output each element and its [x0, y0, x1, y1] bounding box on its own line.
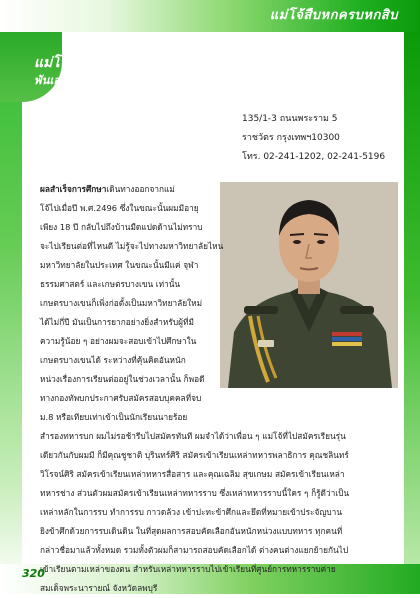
body-line: กล่าวชื่อมาแล้วทั้งหมด รวมทั้งตัวผมก็สามารถสอบคัดเลือกได้ ต่างคนต่างแยกย้ายกันไป — [40, 545, 349, 555]
body-line: หน่วงเรื่องการเรียนต่ออยู่ในช่วงเวลานั้น ก็พอดี — [40, 374, 205, 384]
body-line: ม.8 หรือเทียบเท่าเข้าเป็นนักเรียนนายร้อย — [40, 412, 188, 422]
body-line: เกษตรบางเขนก็เพิ่งก่อตั้งเป็นมหาวิทยาลัยใหม่ — [40, 298, 203, 308]
body-line: เกษตรบางเขนได้ ระหว่างที่คุ้นคิดอันหนัก — [40, 355, 186, 365]
subject-name: พันเอก(พิเศษ) โชติวุฒิ วรรณวรสพากย์ — [34, 73, 228, 87]
body-line: เหล่าหลักในการรบ ทำการรบ กาวดล้วง เข้าปะทะข้าศึกและยึดที่หมายเข้าประจัญบาน — [40, 507, 343, 517]
article-title: แม่โจ้รุ่นที่ 16 — [34, 55, 119, 71]
body-line: ได้ไม่กี่ปี มันเป็นการยากอย่างยิ่งสำหรับผู้ที่มี — [40, 317, 194, 327]
body-line: ธรรมศาสตร์ และเกษตรบางเขน เท่านั้น — [40, 279, 181, 289]
body-line: ความรู้น้อย ๆ อย่างผมจะสอบเข้าไปศึกษาใน — [40, 336, 197, 346]
left-green-band — [0, 32, 22, 564]
body-line: ยิงข้าศึกด้วยการรบเดินดิน ในที่สุดผลการสอบคัดเลือกอันหนักหน่วงแบบทหาร ทุกคนที่ — [40, 526, 343, 536]
address-block — [242, 110, 407, 167]
body-line: วิโรจน์ศิริ สมัครเข้าเรียนเหล่าทหารสื่อสาร และคุณเฉลิม สุขเกษม สมัครเข้าเรียนเหล่า — [40, 469, 345, 479]
section-lead: ผลสำเร็จการศึกษา — [40, 184, 107, 194]
phone-line: โทร. 02-241-1202, 02-241-5196 — [242, 152, 386, 162]
body-line-1 — [40, 180, 402, 199]
body-text: เดินทางออกจากแม่ — [106, 184, 175, 194]
body-line: โจ้ไปเมื่อปี พ.ศ.2496 ซึ่งในขณะนั้นผมมีอายุ — [40, 203, 199, 213]
body-line: จะไปเรียนต่อที่ไหนดี ไม่รู้จะไปทางมหาวิทยาลัยไหน — [40, 241, 224, 251]
body-line: สมเด็จพระนารายณ์ จังหวัดลพบุรี — [40, 583, 158, 593]
body-line: เข้าเรียนตามเหล่าของตน สำหรับเหล่าทหารราบไปเข้าเรียนที่ศูนย์การทหารราบค่าย — [40, 564, 336, 574]
body-line: ทหารช่าง ส่วนตัวผมสมัครเข้าเรียนเหล่าทหารราบ ซึ่งเหล่าทหารราบนี้ใคร ๆ ก็รู้ดีว่าเป็น — [40, 488, 350, 498]
page-number: 320 — [22, 567, 45, 580]
address-line: ราชวัตร กรุงเทพฯ10300 — [242, 133, 340, 143]
body-line: สำรองทหารบก ผมไม่รอช้ารีบไปสมัครทันที ผมจำได้ว่าเพื่อน ๆ แม่โจ้ที่ไปสมัครเรียนรุ่น — [40, 431, 346, 441]
body-line: มหาวิทยาลัยในประเทศ ในขณะนั้นมีแค่ จุฬา — [40, 260, 199, 270]
body-line: เดียวกันกับผมมี ก็มีคุณชูชาติ บุรินทร์ศิริ สมัครเข้าเรียนเหล่าทหารพลาธิการ คุณชลินทร์ — [40, 450, 349, 460]
page-header-title: แม่โจ้สืบหกครบหกสิบ — [269, 8, 398, 23]
article-body — [40, 180, 402, 598]
body-line: เพียง 18 ปี กลับไปถึงบ้านมืดแปดด้านไม่ทราบ — [40, 222, 203, 232]
body-line: ทางกองทัพบกประกาศรับสมัครสอบบุคคลที่จบ — [40, 393, 202, 403]
address-line: 135/1-3 ถนนพระราม 5 — [242, 114, 338, 124]
